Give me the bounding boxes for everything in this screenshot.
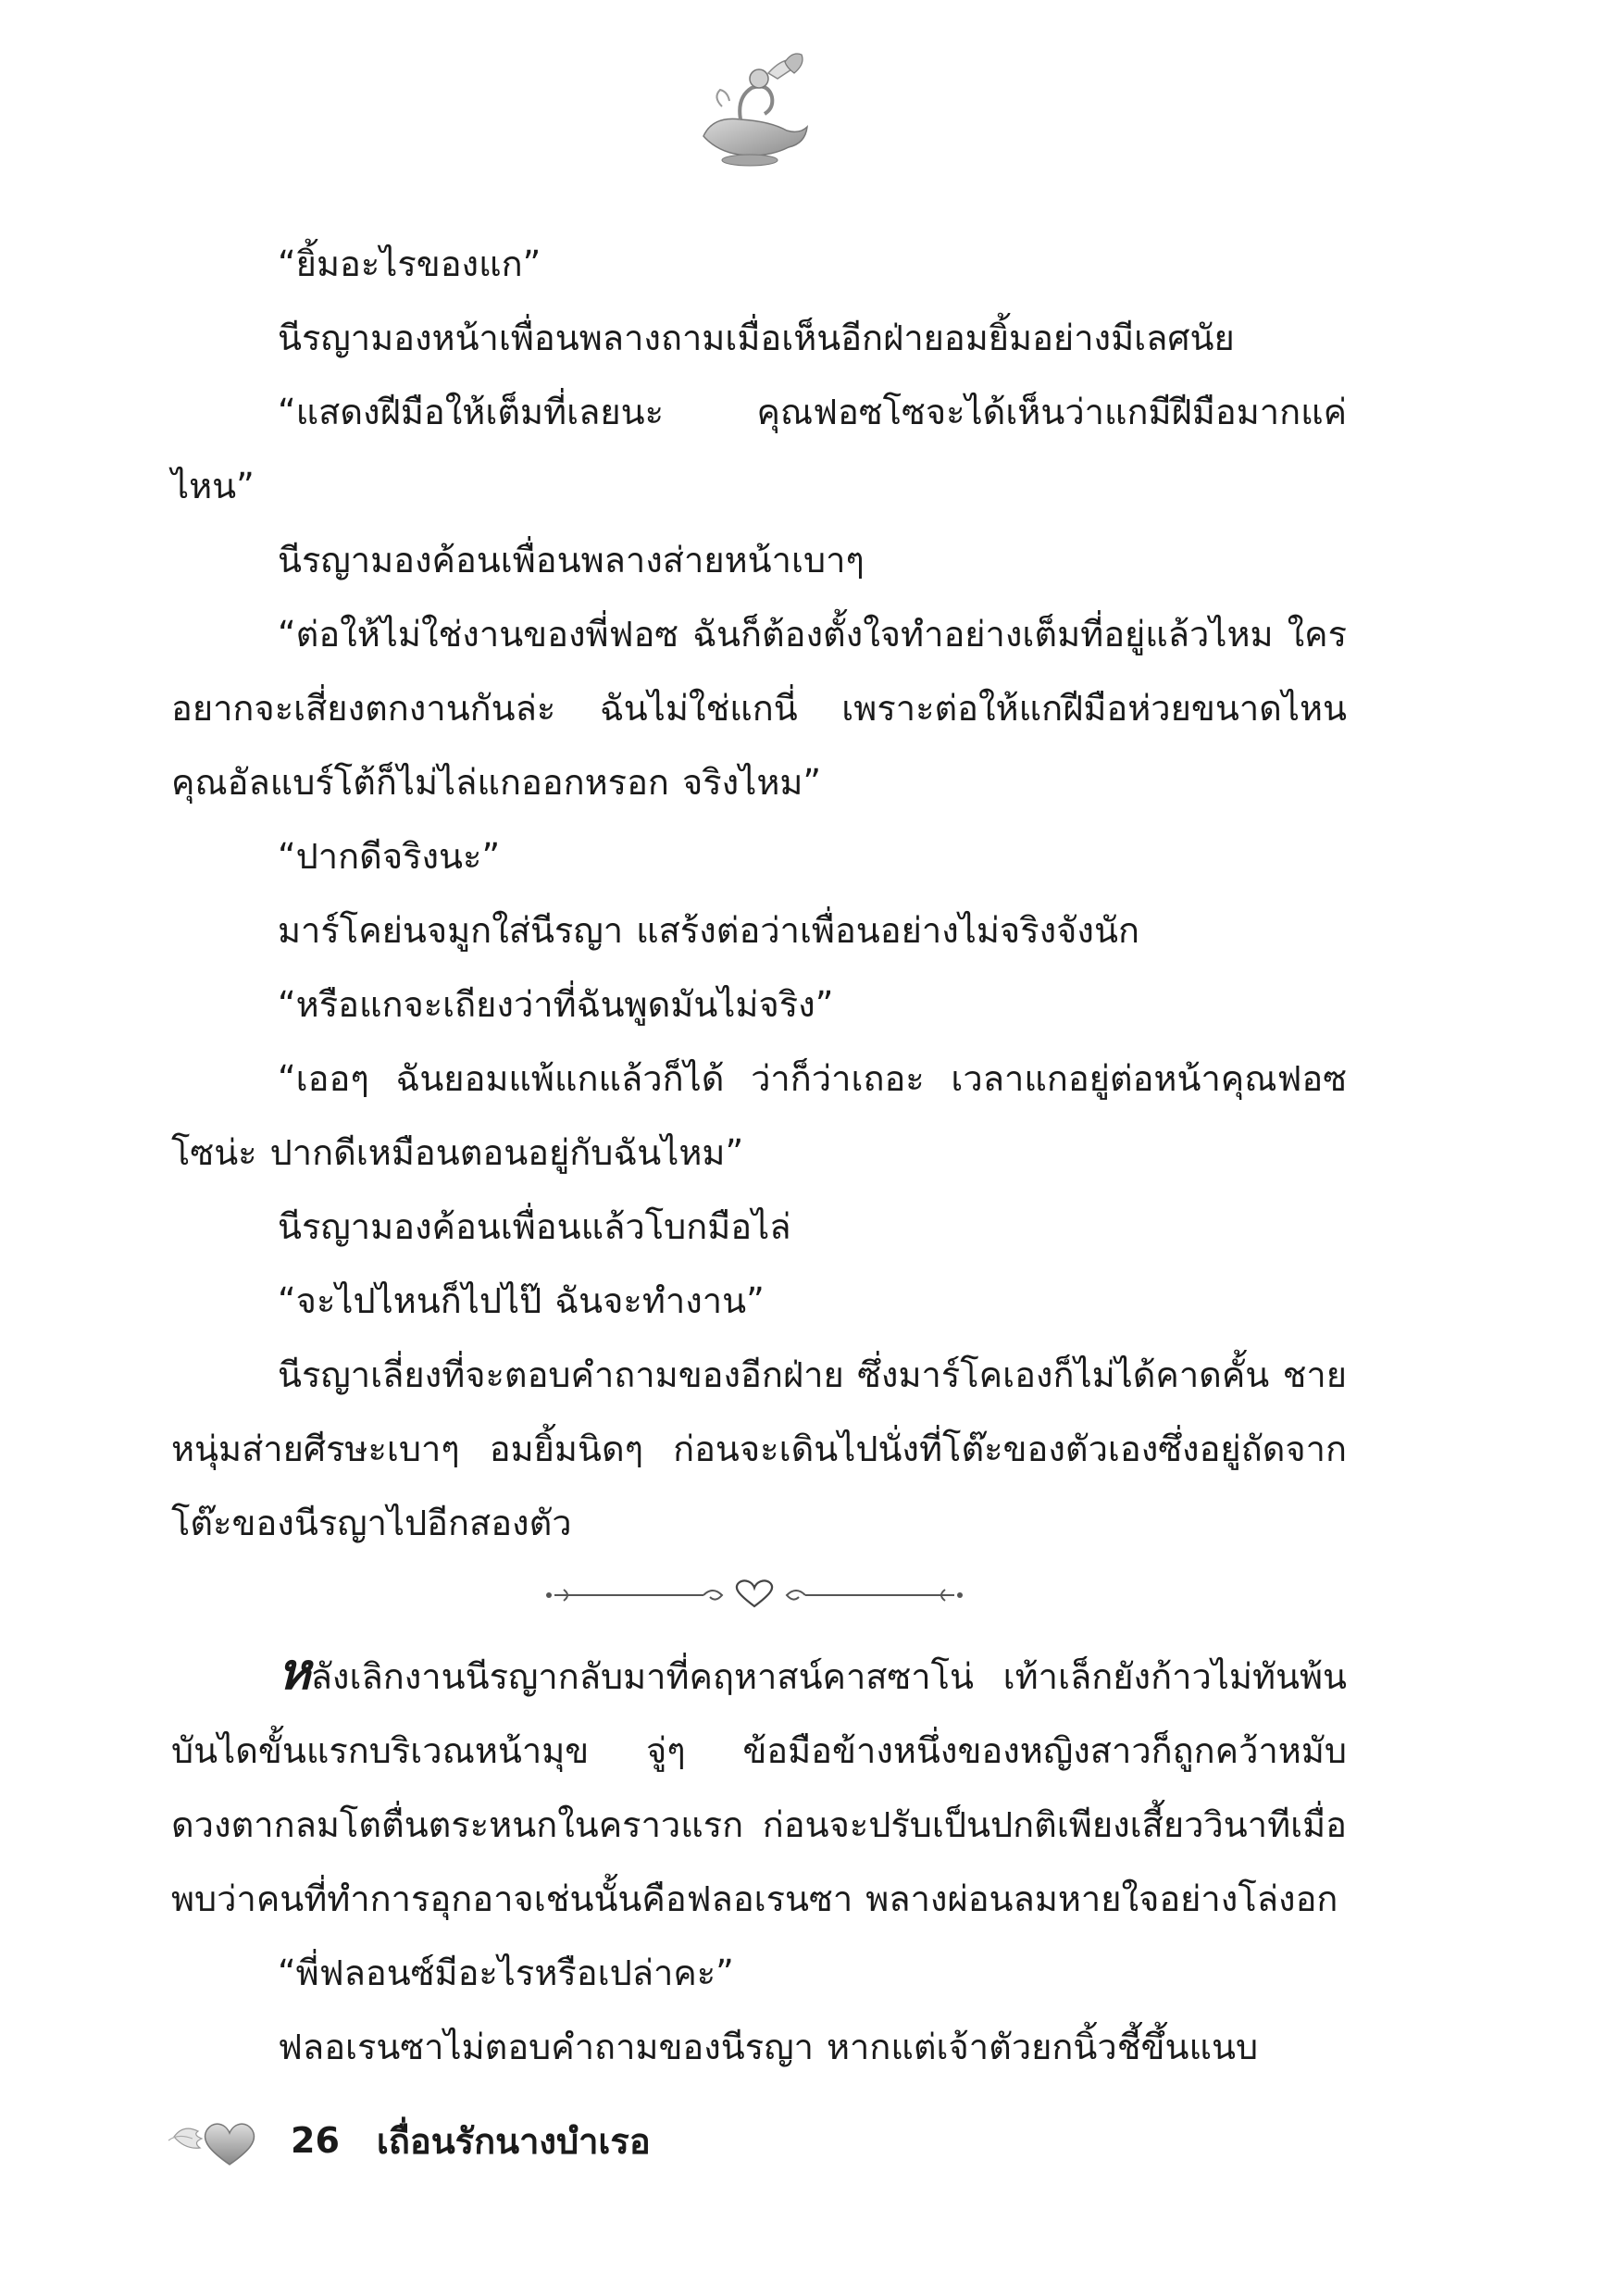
page-number: 26 xyxy=(291,2120,340,2161)
book-title: เถื่อนรักนางบำเรอ xyxy=(376,2120,651,2162)
body-text xyxy=(171,227,1347,2084)
paragraph: “ปากดีจริงนะ” xyxy=(278,836,501,877)
cupid-lamp-icon xyxy=(685,51,815,171)
paragraph-text: ลังเลิกงานนีรญากลับมาที่คฤหาสน์คาสซาโน่ เท้าเล็กยังก้าวไม่ทันพ้นบันไดขั้นแรกบริเวณหน้ามุข จู่ๆ ข้อมือข้างหนึ่งของหญิงสาวก็ถูกคว้าหมับ ดวงตากลมโตตื่นตระหนกในคราวแรก ก่อนจะปรับเป็นปกติเพียงเสี้ยววินาทีเมื่อพบว่าคนที่ทำการอุกอาจเช่นนั้นคือฟลอเรนซา พลางผ่อนลมหายใจอย่างโล่งอก xyxy=(171,1656,1347,1919)
paragraph: นีรญามองหน้าเพื่อนพลางถามเมื่อเห็นอีกฝ่ายอมยิ้มอย่างมีเลศนัย xyxy=(278,318,1235,358)
heart-divider-icon xyxy=(541,1577,967,1614)
paragraph: “ต่อให้ไม่ใช่งานของพี่ฟอซ ฉันก็ต้องตั้งใจทำอย่างเต็มที่อยู่แล้วไหม ใครอยากจะเสี่ยงตกงานกันล่ะ ฉันไม่ใช่แกนี่ เพราะต่อให้แกฝีมือห่วยขนาดไหน คุณอัลแบร์โต้ก็ไม่ไล่แกออกหรอก จริงไหม” xyxy=(171,614,1347,803)
paragraph: นีรญามองค้อนเพื่อนพลางส่ายหน้าเบาๆ xyxy=(278,540,865,580)
section-divider xyxy=(171,1560,1347,1634)
paragraph: มาร์โคย่นจมูกใส่นีรญา แสร้งต่อว่าเพื่อนอย่างไม่จริงจังนัก xyxy=(278,910,1139,951)
winged-heart-icon xyxy=(165,2113,274,2168)
paragraph: นีรญาเลี่ยงที่จะตอบคำถามของอีกฝ่าย ซึ่งมาร์โคเองก็ไม่ได้คาดคั้น ชายหนุ่มส่ายศีรษะเบาๆ อมยิ้มนิดๆ ก่อนจะเดินไปนั่งที่โต๊ะของตัวเองซึ่งอยู่ถัดจากโต๊ะของนีรญาไปอีกสองตัว xyxy=(171,1354,1347,1543)
paragraph: นีรญามองค้อนเพื่อนแล้วโบกมือไล่ xyxy=(278,1206,791,1247)
paragraph: “พี่ฟลอนซ์มีอะไรหรือเปล่าคะ” xyxy=(278,1953,734,1993)
paragraph: “เออๆ ฉันยอมแพ้แกแล้วก็ได้ ว่าก็ว่าเถอะ เวลาแกอยู่ต่อหน้าคุณฟอซโซน่ะ ปากดีเหมือนตอนอยู่กับฉันไหม” xyxy=(171,1058,1347,1173)
page-footer xyxy=(165,2103,651,2177)
paragraph xyxy=(171,1634,1347,1936)
paragraph: “ยิ้มอะไรของแก” xyxy=(278,243,541,284)
paragraph: “แสดงฝีมือให้เต็มที่เลยนะ คุณฟอซโซจะได้เห็นว่าแกมีฝีมือมากแค่ไหน” xyxy=(171,392,1347,506)
drop-cap: ห xyxy=(278,1641,311,1701)
paragraph: “จะไปไหนก็ไปไป๊ ฉันจะทำงาน” xyxy=(278,1280,765,1321)
paragraph: ฟลอเรนซาไม่ตอบคำถามของนีรญา หากแต่เจ้าตัวยกนิ้วชี้ขึ้นแนบ xyxy=(278,2027,1259,2067)
paragraph: “หรือแกจะเถียงว่าที่ฉันพูดมันไม่จริง” xyxy=(278,984,834,1025)
